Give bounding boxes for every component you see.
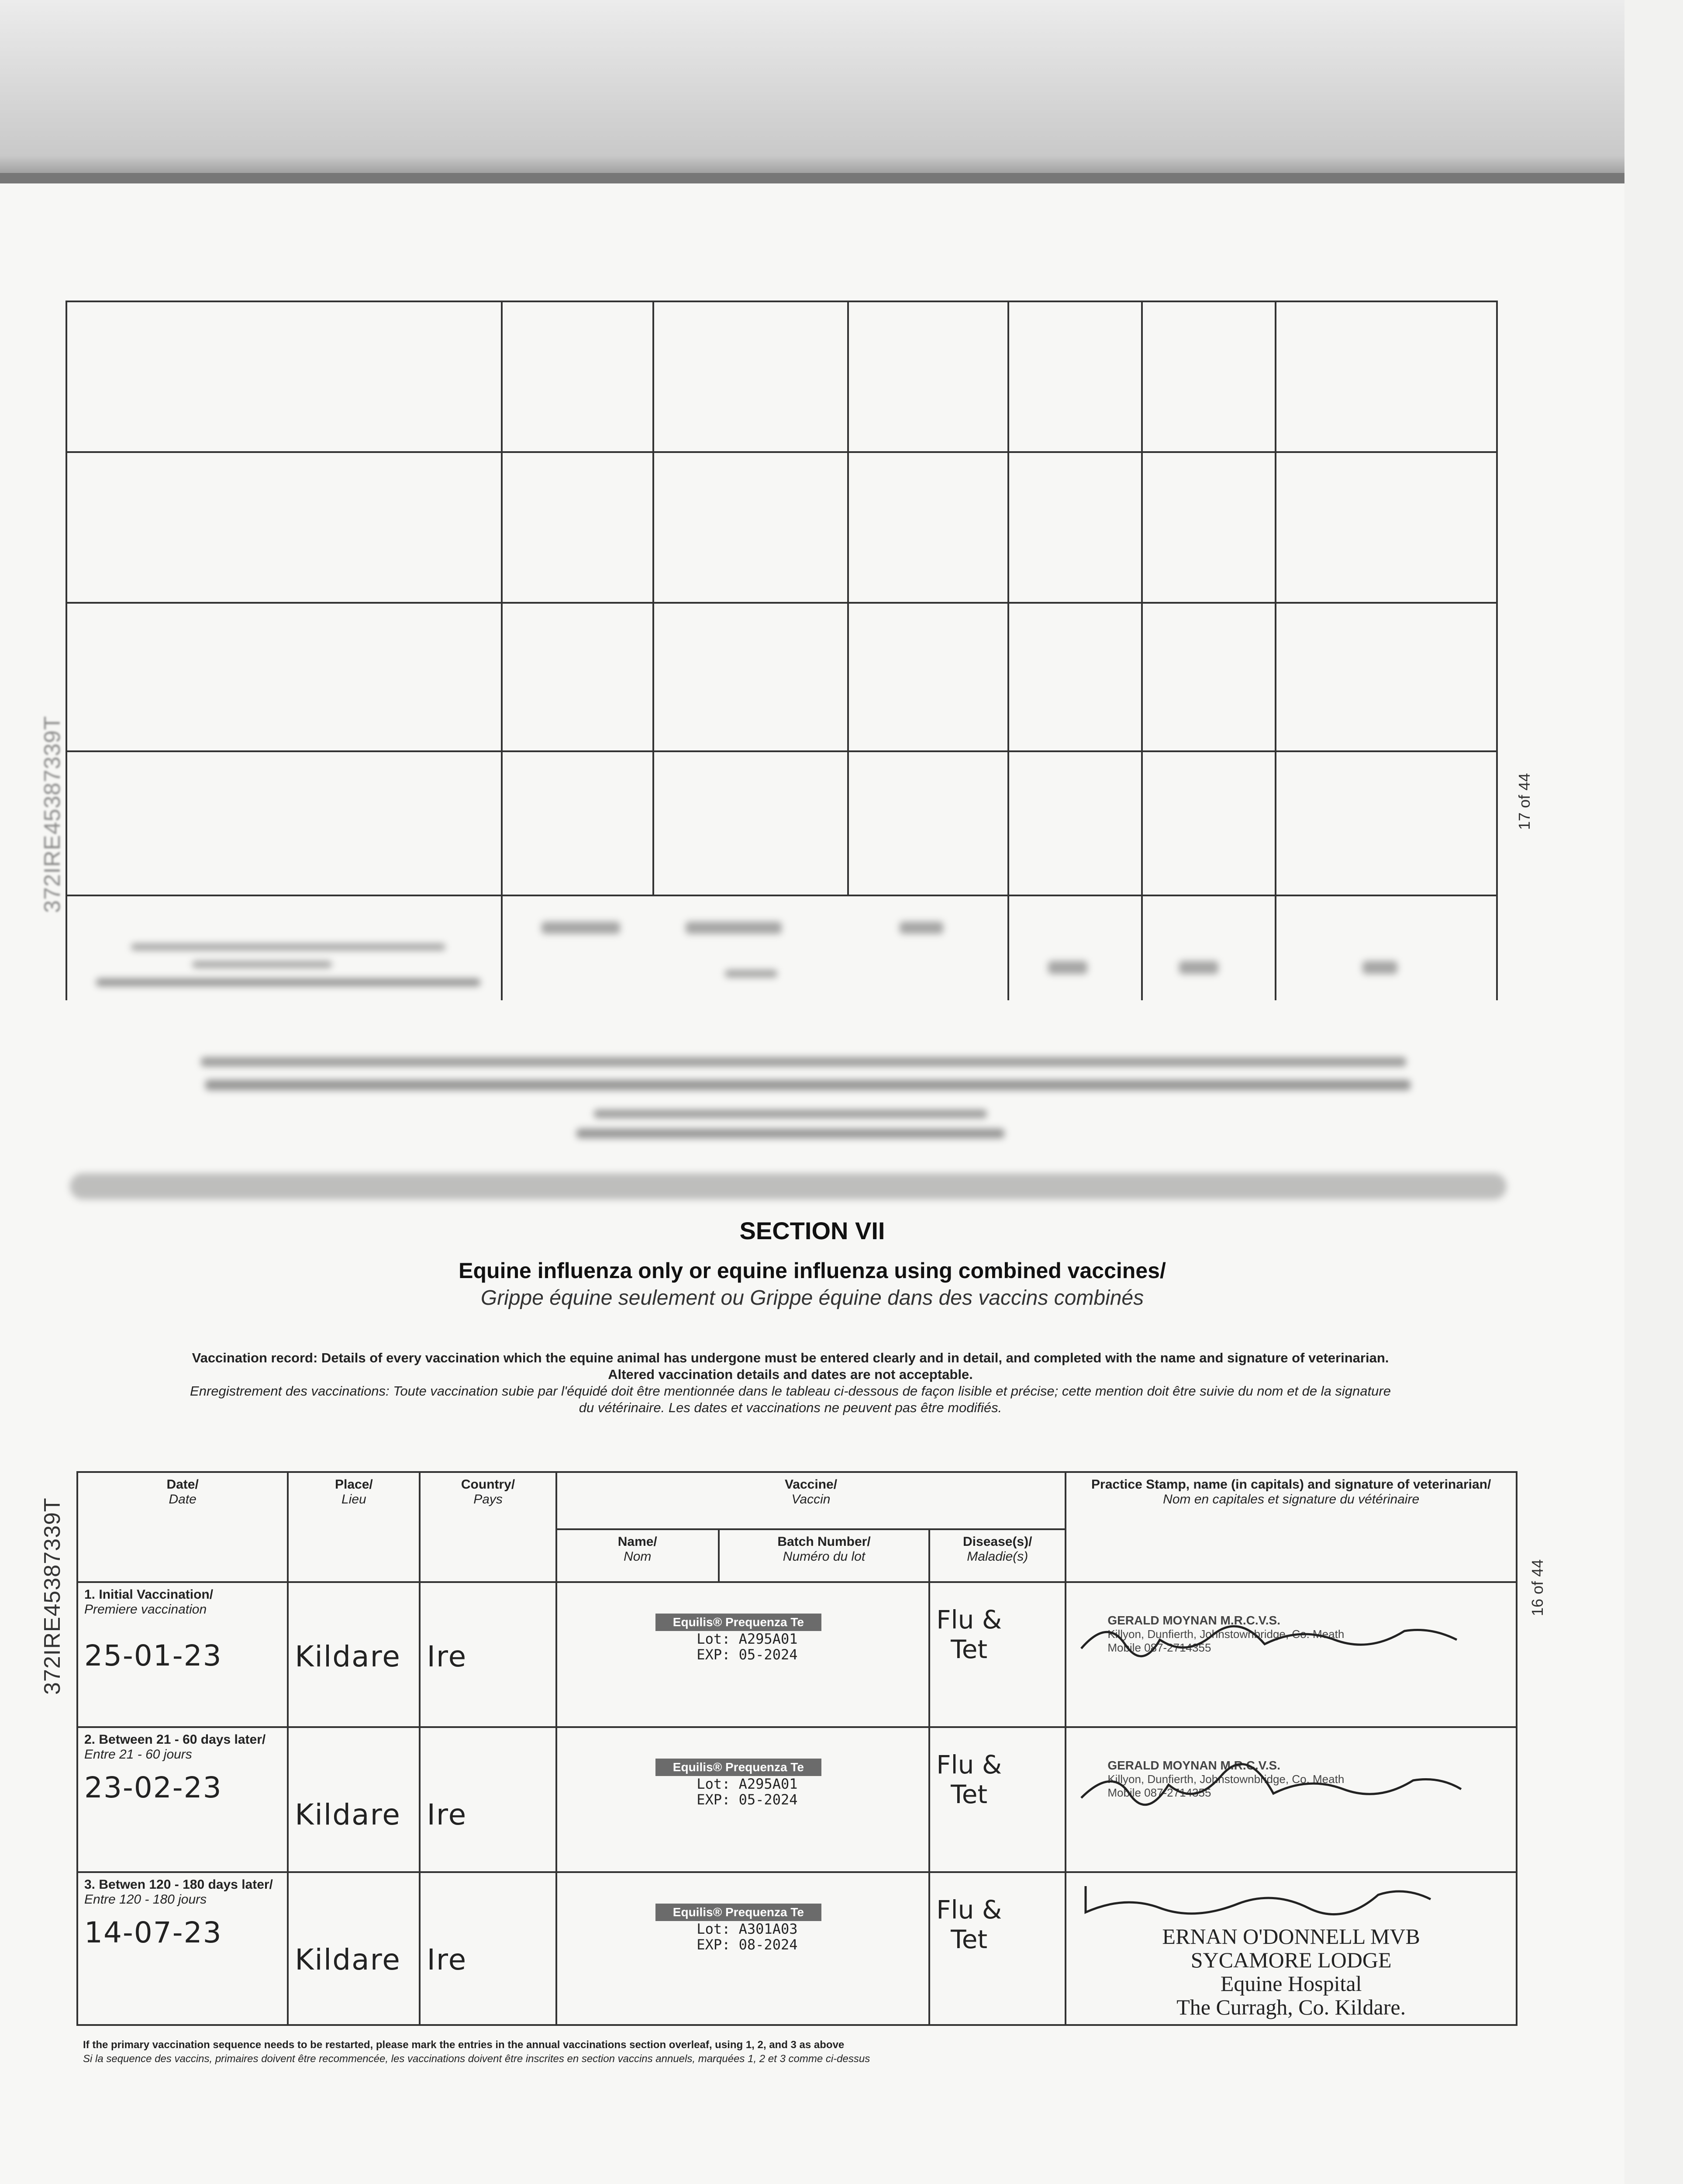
signature-icon	[1073, 1759, 1466, 1811]
vet-cell	[1066, 1582, 1517, 1727]
instruction-fr-2: du vétérinaire. Les dates et vaccinations ne peuvent pas être modifiés.	[579, 1400, 1002, 1415]
country-cell	[420, 1582, 556, 1727]
section-title: SECTION VII	[739, 1217, 885, 1244]
place-value: Kildare	[295, 1942, 401, 1977]
page-number-lower: 16 of 44	[1528, 1559, 1546, 1616]
blurred-text	[541, 922, 620, 934]
vaccine-sticker: Equilis® Prequenza Te Lot: A295A01 EXP: 05-2024	[655, 1759, 830, 1815]
blurred-band	[70, 1173, 1507, 1199]
vet-cell	[1066, 1727, 1517, 1872]
signature-icon	[1073, 1614, 1466, 1666]
country-value: Ire	[427, 1639, 467, 1673]
blurred-text	[192, 961, 332, 968]
date-value: 14-07-23	[84, 1915, 222, 1949]
blurred-text	[686, 922, 782, 934]
blurred-text	[1179, 961, 1218, 974]
instructions	[83, 1350, 1498, 1416]
side-id-lower: 372IRE45387339T	[40, 1497, 65, 1695]
vet-stamp: ERNAN O'DONNELL MVB SYCAMORE LODGE Equine Hospital The Curragh, Co. Kildare.	[1162, 1924, 1420, 2019]
vaccination-row-3	[77, 1872, 1517, 2025]
header-name: Name/ Nom	[556, 1529, 719, 1582]
blurred-text	[576, 1129, 1004, 1138]
header-country: Country/ Pays	[420, 1472, 556, 1582]
blurred-text	[1048, 961, 1087, 974]
blurred-text	[594, 1109, 987, 1118]
blurred-text	[900, 922, 943, 934]
signature-icon	[1073, 1877, 1466, 1921]
side-id-upper: 372IRE45387339T	[40, 715, 65, 913]
blurred-text	[205, 1080, 1411, 1090]
blurred-text	[725, 970, 777, 978]
instruction-en-2: Altered vaccination details and dates are not acceptable.	[608, 1367, 973, 1382]
upper-blank-table	[66, 301, 1498, 1000]
header-place: Place/ Lieu	[288, 1472, 420, 1582]
header-vet: Practice Stamp, name (in capitals) and signature of veterinarian/ Nom en capitales et signature du vétérinaire	[1066, 1472, 1517, 1582]
footnote-fr: Si la sequence des vaccins, primaires doivent être recommencée, les vaccinations doivent être inscrites en section vaccins annuels, marquées 1, 2 et 3 comme ci-dessus	[83, 2053, 870, 2065]
date-value: 23-02-23	[84, 1770, 222, 1804]
vet-stamp: GERALD MOYNAN M.R.C.V.S. Killyon, Dunfierth, Johnstownbridge, Co. Meath Mobile 087-2714355	[1107, 1758, 1345, 1799]
row-label: 1. Initial Vaccination/ Premiere vaccination 25-01-23	[77, 1582, 288, 1727]
scan-shadow	[0, 0, 1624, 183]
country-cell	[420, 1872, 556, 2025]
header-batch: Batch Number/ Numéro du lot	[719, 1529, 929, 1582]
place-cell	[288, 1872, 420, 2025]
blurred-text	[201, 1057, 1406, 1067]
date-value: 25-01-23	[84, 1638, 222, 1673]
disease-value: Flu & Tet	[936, 1894, 1002, 1954]
disease-cell	[929, 1872, 1066, 2025]
vaccine-label-cell	[556, 1872, 930, 2025]
disease-cell	[929, 1727, 1066, 1872]
page-number-upper: 17 of 44	[1515, 773, 1533, 830]
disease-value: Flu & Tet	[936, 1749, 1002, 1809]
vaccination-table	[76, 1471, 1517, 2026]
section-subtitle-en: Equine influenza only or equine influenza using combined vaccines/	[459, 1258, 1166, 1283]
place-value: Kildare	[295, 1797, 401, 1832]
vaccine-label-cell	[556, 1582, 930, 1727]
vaccine-label-cell	[556, 1727, 930, 1872]
country-value: Ire	[427, 1942, 467, 1977]
row-label: 2. Between 21 - 60 days later/ Entre 21 - 60 jours 23-02-23	[77, 1727, 288, 1872]
vaccine-sticker: Equilis® Prequenza Te Lot: A301A03 EXP: 08-2024	[655, 1904, 830, 1960]
footnote-en: If the primary vaccination sequence needs to be restarted, please mark the entries in the annual vaccinations section overleaf, using 1, 2, and 3 as above	[83, 2039, 845, 2051]
country-cell	[420, 1727, 556, 1872]
header-date: Date/ Date	[77, 1472, 288, 1582]
instruction-fr-1: Enregistrement des vaccinations: Toute vaccination subie par l'équidé doit être mentionnée dans le tableau ci-dessous de façon lisible et précise; cette mention doit être suivie du nom et de la signature	[190, 1383, 1391, 1399]
instruction-en-1: Vaccination record: Details of every vaccination which the equine animal has undergone must be entered clearly and in detail, and completed with the name and signature of veterinarian.	[192, 1350, 1389, 1365]
disease-cell	[929, 1582, 1066, 1727]
blurred-text	[131, 943, 445, 950]
blurred-text	[96, 978, 480, 986]
row-label: 3. Betwen 120 - 180 days later/ Entre 120 - 180 jours 14-07-23	[77, 1872, 288, 2025]
vet-stamp: GERALD MOYNAN M.R.C.V.S. Killyon, Dunfierth, Johnstownbridge, Co. Meath Mobile 087-2714355	[1107, 1613, 1345, 1654]
disease-value: Flu & Tet	[936, 1604, 1002, 1664]
place-value: Kildare	[295, 1639, 401, 1673]
blurred-text	[1362, 961, 1397, 974]
vaccine-sticker: Equilis® Prequenza Te Lot: A295A01 EXP: 05-2024	[655, 1614, 830, 1670]
country-value: Ire	[427, 1797, 467, 1832]
section-subtitle-fr: Grippe équine seulement ou Grippe équine dans des vaccins combinés	[480, 1286, 1144, 1310]
vaccination-row-2	[77, 1727, 1517, 1872]
vaccination-row-1	[77, 1582, 1517, 1727]
vet-cell	[1066, 1872, 1517, 2025]
header-disease: Disease(s)/ Maladie(s)	[929, 1529, 1066, 1582]
place-cell	[288, 1727, 420, 1872]
header-vaccine: Vaccine/ Vaccin	[556, 1472, 1066, 1529]
place-cell	[288, 1582, 420, 1727]
